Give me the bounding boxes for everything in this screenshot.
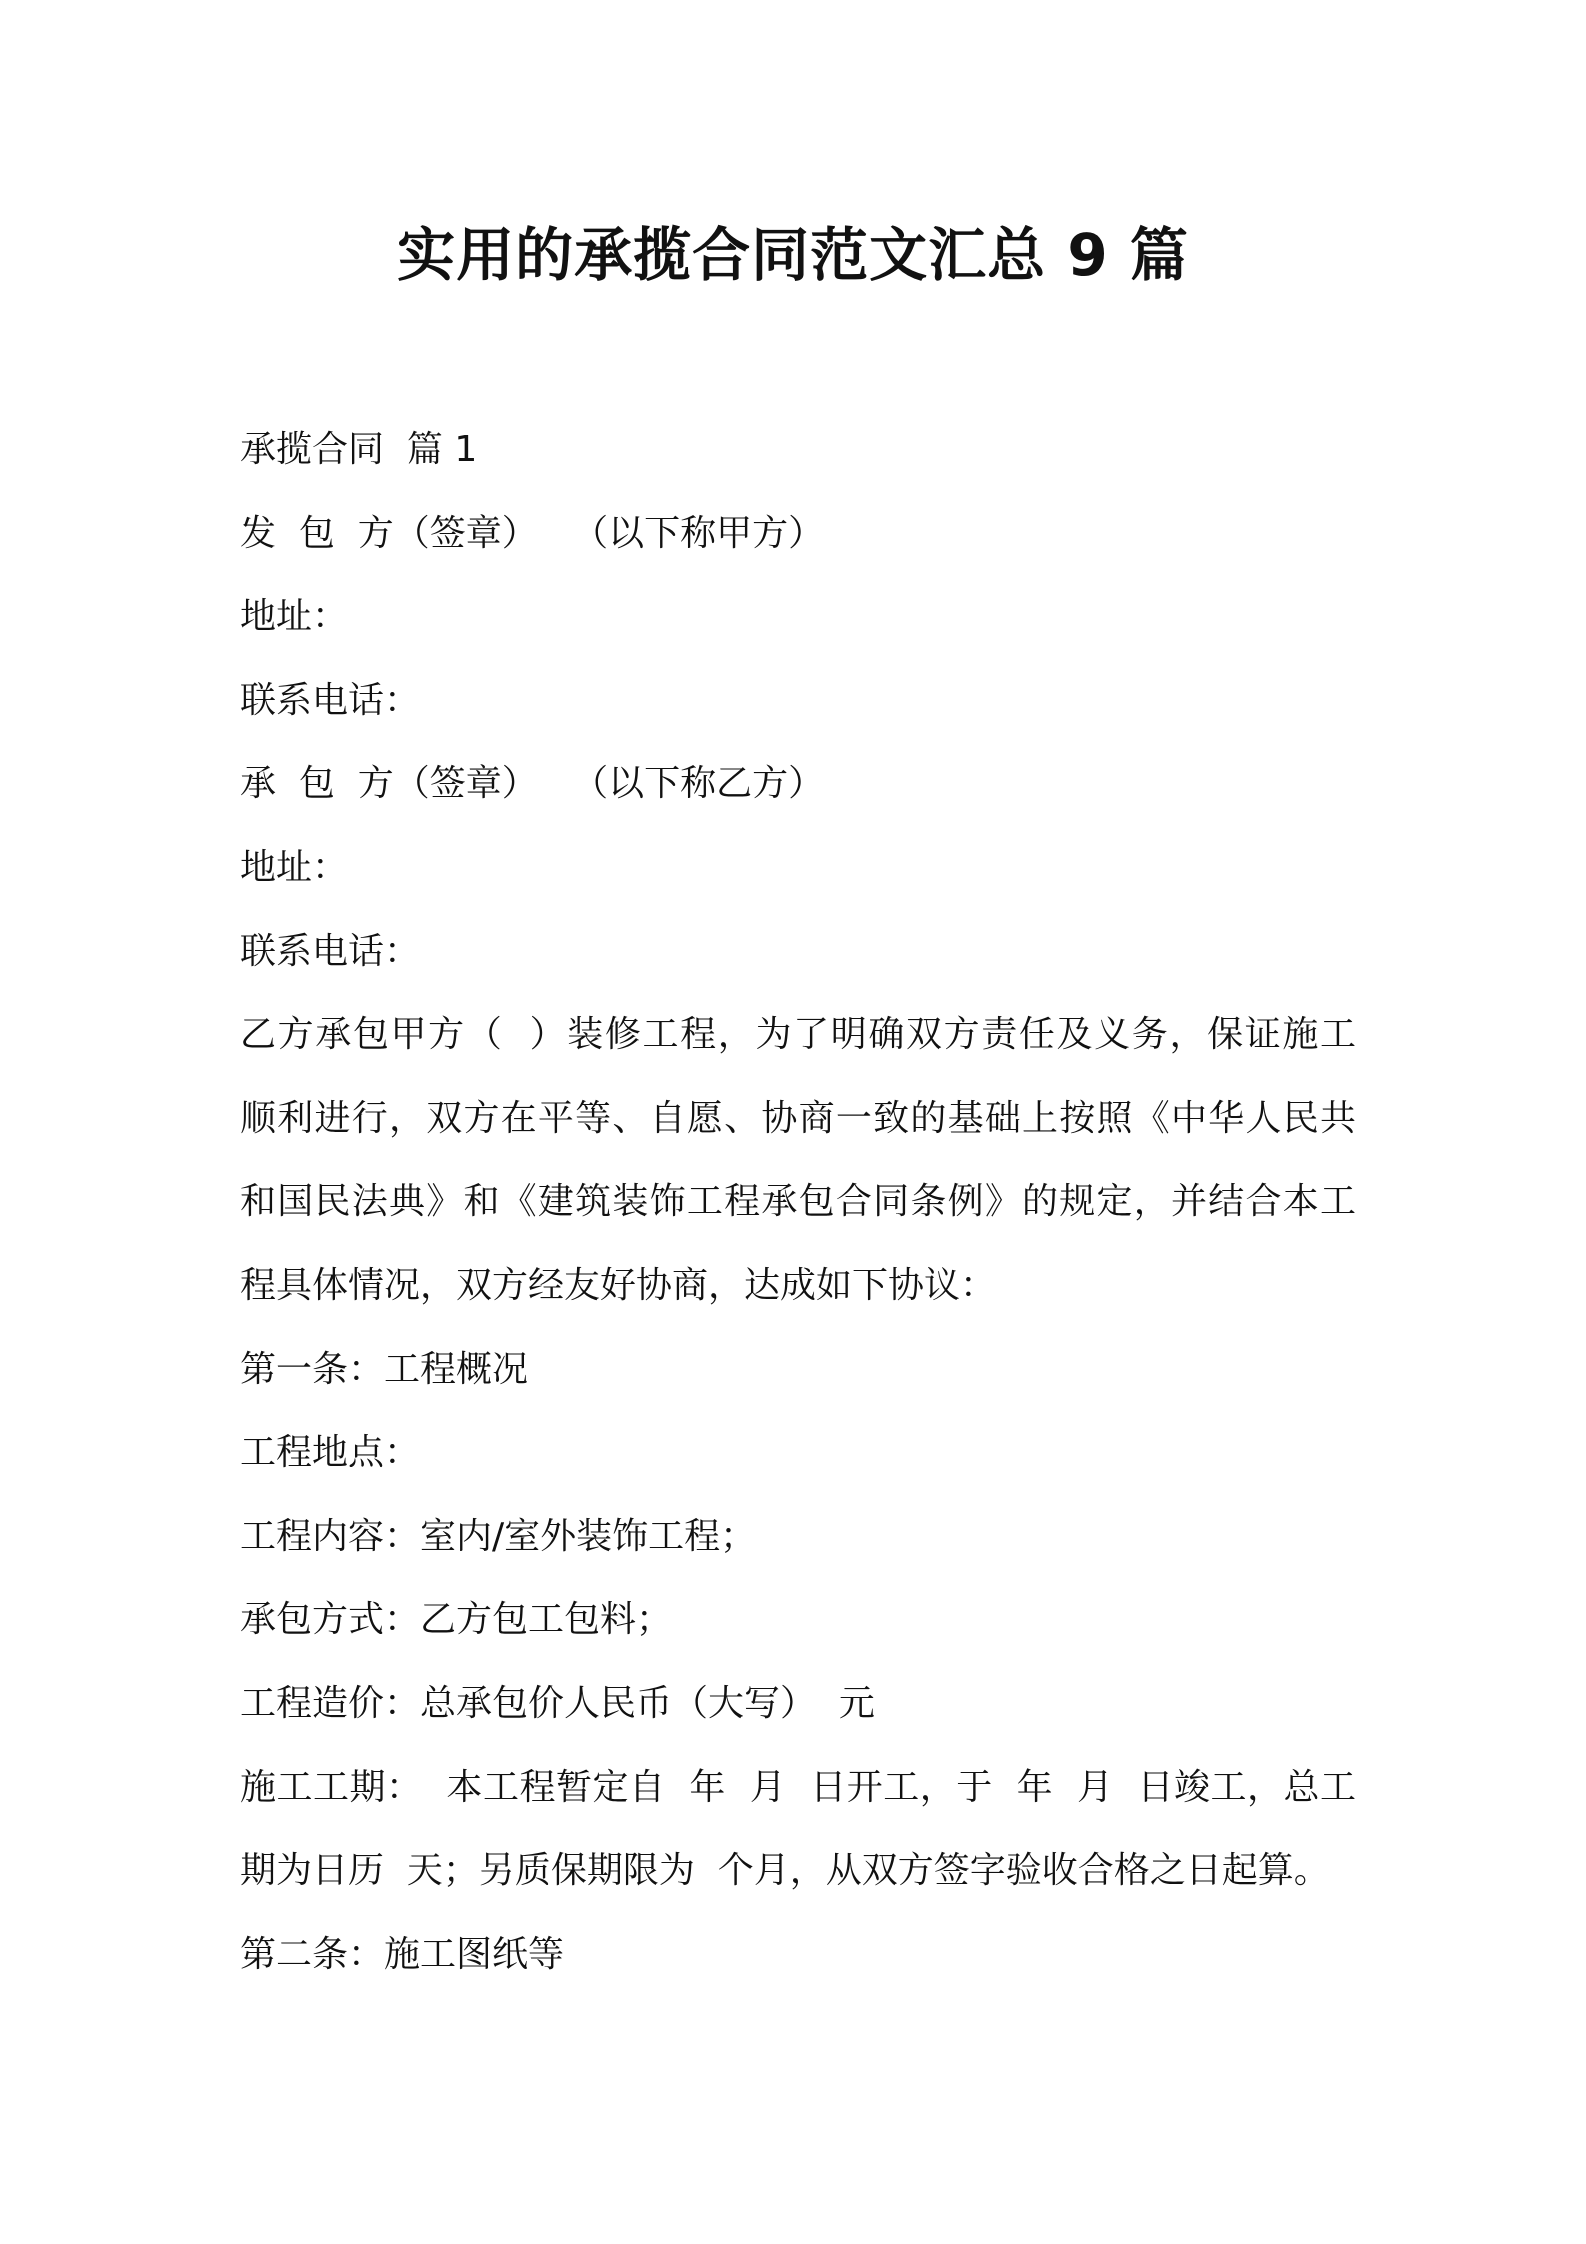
project-cost: 工程造价：总承包价人民币（大写） 元: [240, 1682, 875, 1724]
project-content: 工程内容：室内/室外装饰工程；: [240, 1515, 757, 1557]
schedule-paragraph: [240, 1746, 1356, 1913]
intro-paragraph-line: 和国民法典》和《建筑装饰工程承包合同条例》的规定，并结合本工: [240, 1181, 1356, 1223]
project-location: 工程地点：: [240, 1432, 421, 1474]
schedule-paragraph-line: 施工工期： 本工程暂定自 年 月 日开工，于 年 月 日竣工，总工: [240, 1766, 1356, 1808]
section-heading: 承揽合同 篇 1: [240, 429, 478, 470]
intro-paragraph-line: 乙方承包甲方（ ）装修工程，为了明确双方责任及义务，保证施工: [240, 1014, 1356, 1056]
party-b-phone: 联系电话：: [240, 930, 421, 972]
party-b-address: 地址：: [240, 846, 349, 888]
intro-paragraph-line: 顺利进行，双方在平等、自愿、协商一致的基础上按照《中华人民共: [240, 1097, 1356, 1139]
party-a-phone: 联系电话：: [240, 679, 421, 721]
intro-paragraph: [240, 993, 1356, 1327]
party-b-line: 承 包 方（签章） （以下称乙方）: [240, 763, 825, 805]
clause-2-heading: 第二条：施工图纸等: [240, 1933, 565, 1975]
document-title: 实用的承揽合同范文汇总 9 篇: [397, 221, 1189, 289]
schedule-paragraph-line: 期为日历 天；另质保期限为 个月，从双方签字验收合格之日起算。: [240, 1850, 1330, 1892]
party-a-line: 发 包 方（签章） （以下称甲方）: [240, 512, 825, 554]
party-a-address: 地址：: [240, 596, 349, 638]
intro-paragraph-line: 程具体情况，双方经友好协商，达成如下协议：: [240, 1264, 997, 1306]
document-body: [240, 408, 1356, 1996]
clause-1-heading: 第一条：工程概况: [240, 1348, 529, 1390]
contract-method: 承包方式：乙方包工包料；: [240, 1599, 673, 1641]
